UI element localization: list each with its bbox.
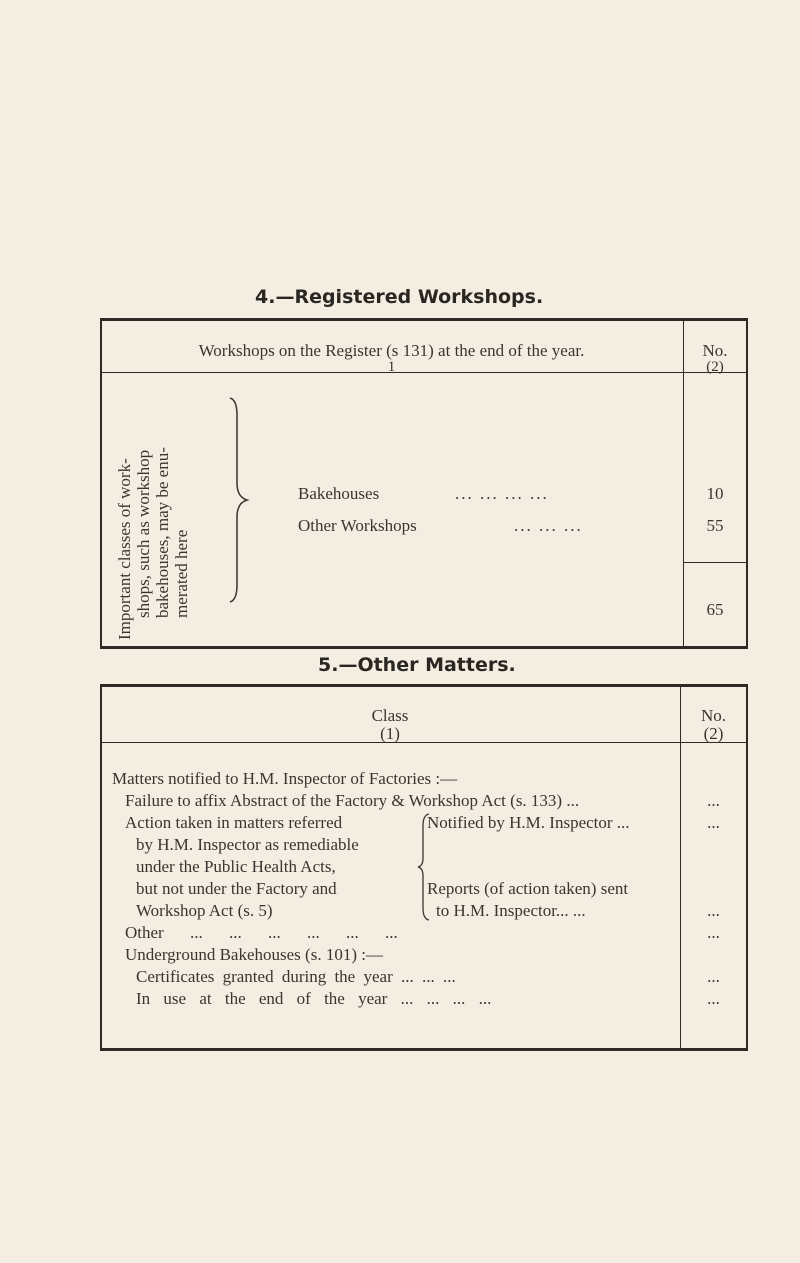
sub-line: to H.M. Inspector... ... xyxy=(436,901,586,920)
text-line: Matters notified to H.M. Inspector of Factories :— xyxy=(112,769,458,788)
value: ... xyxy=(707,923,720,942)
section-4-title: 4.—Registered Workshops. xyxy=(255,286,544,308)
side-label-line: shops, such as workshop xyxy=(134,449,153,618)
row-label: Other Workshops xyxy=(298,516,417,535)
text-line: Other ... ... ... ... ... ... xyxy=(125,923,398,942)
row-value: 55 xyxy=(706,516,724,535)
sub-line: Reports (of action taken) sent xyxy=(427,879,629,898)
header-col2-num: (2) xyxy=(703,724,724,743)
text-line: Certificates granted during the year ... ... ... xyxy=(136,967,456,986)
header-col2: No. xyxy=(700,706,727,725)
value: ... xyxy=(707,813,720,832)
row-value: 10 xyxy=(706,484,724,503)
header-col1: Workshops on the Register (s 131) at the end of the year. xyxy=(198,341,585,360)
value: ... xyxy=(707,967,720,986)
value: ... xyxy=(707,901,720,920)
text-line: by H.M. Inspector as remediable xyxy=(136,835,359,854)
row-dots: ... ... ... xyxy=(514,516,583,535)
total-value: 65 xyxy=(706,600,724,619)
header-col1-num: (1) xyxy=(380,724,400,743)
brace-icon xyxy=(225,395,255,605)
header-col1: Class xyxy=(371,706,409,725)
text-line: In use at the end of the year ... ... ... ... xyxy=(136,989,492,1008)
text-line: Workshop Act (s. 5) xyxy=(136,901,273,920)
row-dots: ... ... ... ... xyxy=(455,484,549,503)
header-col1-num: 1 xyxy=(387,359,396,375)
row-label: Bakehouses xyxy=(298,484,380,503)
side-label-line: bakehouses, may be enu- xyxy=(153,447,172,618)
header-col2-num: (2) xyxy=(706,359,724,375)
text-line: Failure to affix Abstract of the Factory & Workshop Act (s. 133) ... xyxy=(125,791,580,810)
header-col2: No. xyxy=(702,341,728,360)
sub-line: Notified by H.M. Inspector ... xyxy=(427,813,630,832)
text-line: but not under the Factory and xyxy=(136,879,337,898)
side-label-line: Important classes of work- xyxy=(115,458,134,640)
text-line: under the Public Health Acts, xyxy=(136,857,336,876)
value: ... xyxy=(707,791,720,810)
section-5-title: 5.—Other Matters. xyxy=(318,654,516,676)
text-line: Underground Bakehouses (s. 101) :— xyxy=(125,945,383,964)
side-label-line: merated here xyxy=(172,529,191,618)
text-line: Action taken in matters referred xyxy=(125,813,343,832)
value: ... xyxy=(707,989,720,1008)
